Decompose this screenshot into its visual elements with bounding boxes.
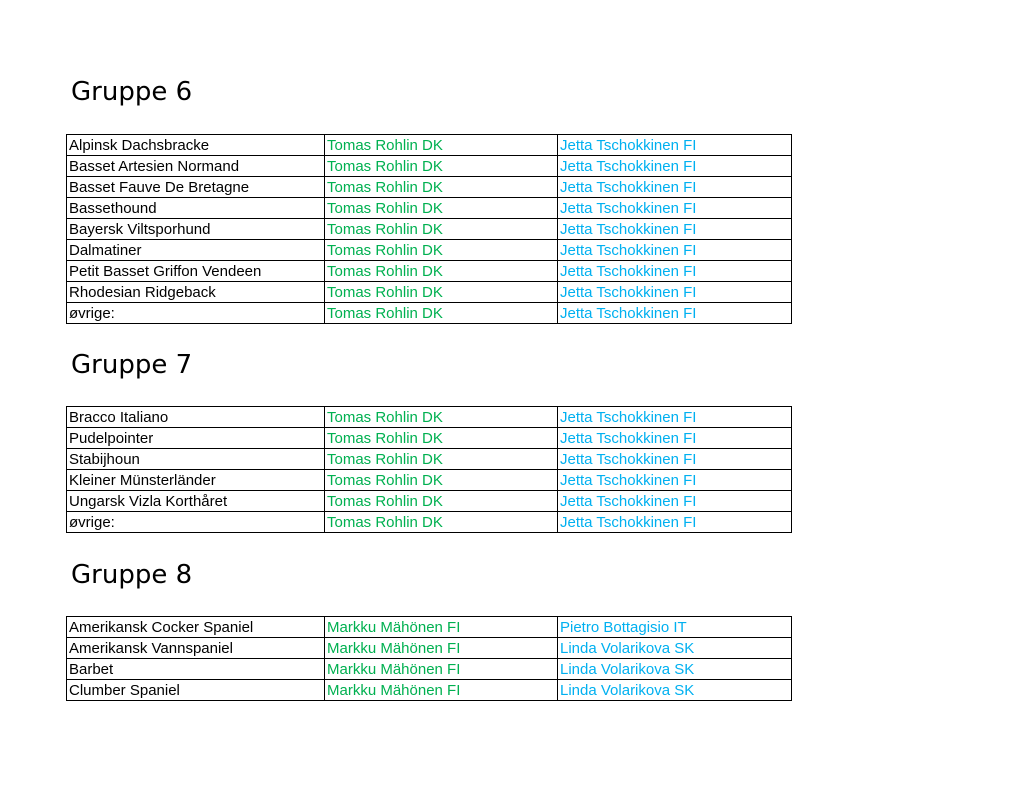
table-row	[67, 135, 792, 156]
group-title-8: Gruppe 8	[71, 560, 193, 590]
table-row	[67, 617, 792, 638]
judge-cell: Tomas Rohlin DK	[325, 512, 558, 533]
judge-cell: Tomas Rohlin DK	[325, 470, 558, 491]
judge-cell: Jetta Tschokkinen FI	[558, 198, 792, 219]
judge-cell: Linda Volarikova SK	[558, 659, 792, 680]
judge-cell: Tomas Rohlin DK	[325, 428, 558, 449]
judge-cell: Tomas Rohlin DK	[325, 198, 558, 219]
judges-table-group-7	[66, 406, 792, 533]
table-row	[67, 198, 792, 219]
judge-cell: Jetta Tschokkinen FI	[558, 219, 792, 240]
judge-cell: Jetta Tschokkinen FI	[558, 449, 792, 470]
table-row	[67, 449, 792, 470]
breed-cell: øvrige:	[67, 512, 325, 533]
judge-cell: Linda Volarikova SK	[558, 680, 792, 701]
breed-cell: Amerikansk Vannspaniel	[67, 638, 325, 659]
judge-cell: Jetta Tschokkinen FI	[558, 512, 792, 533]
table-row	[67, 240, 792, 261]
breed-cell: Amerikansk Cocker Spaniel	[67, 617, 325, 638]
judge-cell: Tomas Rohlin DK	[325, 261, 558, 282]
judge-cell: Jetta Tschokkinen FI	[558, 407, 792, 428]
breed-cell: Petit Basset Griffon Vendeen	[67, 261, 325, 282]
judge-cell: Tomas Rohlin DK	[325, 449, 558, 470]
breed-cell: Dalmatiner	[67, 240, 325, 261]
judge-cell: Tomas Rohlin DK	[325, 219, 558, 240]
breed-cell: Ungarsk Vizla Korthåret	[67, 491, 325, 512]
table-row	[67, 512, 792, 533]
judge-cell: Jetta Tschokkinen FI	[558, 303, 792, 324]
table-row	[67, 659, 792, 680]
breed-cell: Pudelpointer	[67, 428, 325, 449]
table-row	[67, 156, 792, 177]
judge-cell: Tomas Rohlin DK	[325, 282, 558, 303]
table-row	[67, 680, 792, 701]
breed-cell: Stabijhoun	[67, 449, 325, 470]
table-row	[67, 407, 792, 428]
table-row	[67, 261, 792, 282]
breed-cell: Bracco Italiano	[67, 407, 325, 428]
judge-cell: Jetta Tschokkinen FI	[558, 240, 792, 261]
judge-cell: Jetta Tschokkinen FI	[558, 135, 792, 156]
judge-cell: Markku Mähönen FI	[325, 659, 558, 680]
table-row	[67, 428, 792, 449]
judge-cell: Jetta Tschokkinen FI	[558, 261, 792, 282]
group-title-6: Gruppe 6	[71, 77, 193, 107]
judge-cell: Markku Mähönen FI	[325, 638, 558, 659]
breed-cell: Rhodesian Ridgeback	[67, 282, 325, 303]
judge-cell: Jetta Tschokkinen FI	[558, 282, 792, 303]
breed-cell: Basset Fauve De Bretagne	[67, 177, 325, 198]
judges-table-group-6	[66, 134, 792, 324]
judge-cell: Tomas Rohlin DK	[325, 240, 558, 261]
judge-cell: Jetta Tschokkinen FI	[558, 470, 792, 491]
judge-cell: Tomas Rohlin DK	[325, 156, 558, 177]
table-row	[67, 491, 792, 512]
breed-cell: øvrige:	[67, 303, 325, 324]
breed-cell: Bassethound	[67, 198, 325, 219]
table-row	[67, 282, 792, 303]
table-row	[67, 219, 792, 240]
breed-cell: Barbet	[67, 659, 325, 680]
group-title-7: Gruppe 7	[71, 350, 193, 380]
table-row	[67, 638, 792, 659]
breed-cell: Bayersk Viltsporhund	[67, 219, 325, 240]
judge-cell: Tomas Rohlin DK	[325, 407, 558, 428]
judge-cell: Tomas Rohlin DK	[325, 491, 558, 512]
breed-cell: Kleiner Münsterländer	[67, 470, 325, 491]
breed-cell: Clumber Spaniel	[67, 680, 325, 701]
judge-cell: Pietro Bottagisio IT	[558, 617, 792, 638]
judge-cell: Jetta Tschokkinen FI	[558, 491, 792, 512]
breed-cell: Basset Artesien Normand	[67, 156, 325, 177]
judge-cell: Jetta Tschokkinen FI	[558, 428, 792, 449]
judges-table-group-8	[66, 616, 792, 701]
judge-cell: Tomas Rohlin DK	[325, 303, 558, 324]
table-row	[67, 470, 792, 491]
judge-cell: Jetta Tschokkinen FI	[558, 156, 792, 177]
judge-cell: Markku Mähönen FI	[325, 617, 558, 638]
judge-cell: Tomas Rohlin DK	[325, 177, 558, 198]
judge-cell: Jetta Tschokkinen FI	[558, 177, 792, 198]
judge-cell: Markku Mähönen FI	[325, 680, 558, 701]
breed-cell: Alpinsk Dachsbracke	[67, 135, 325, 156]
table-row	[67, 303, 792, 324]
judge-cell: Linda Volarikova SK	[558, 638, 792, 659]
judge-cell: Tomas Rohlin DK	[325, 135, 558, 156]
table-row	[67, 177, 792, 198]
